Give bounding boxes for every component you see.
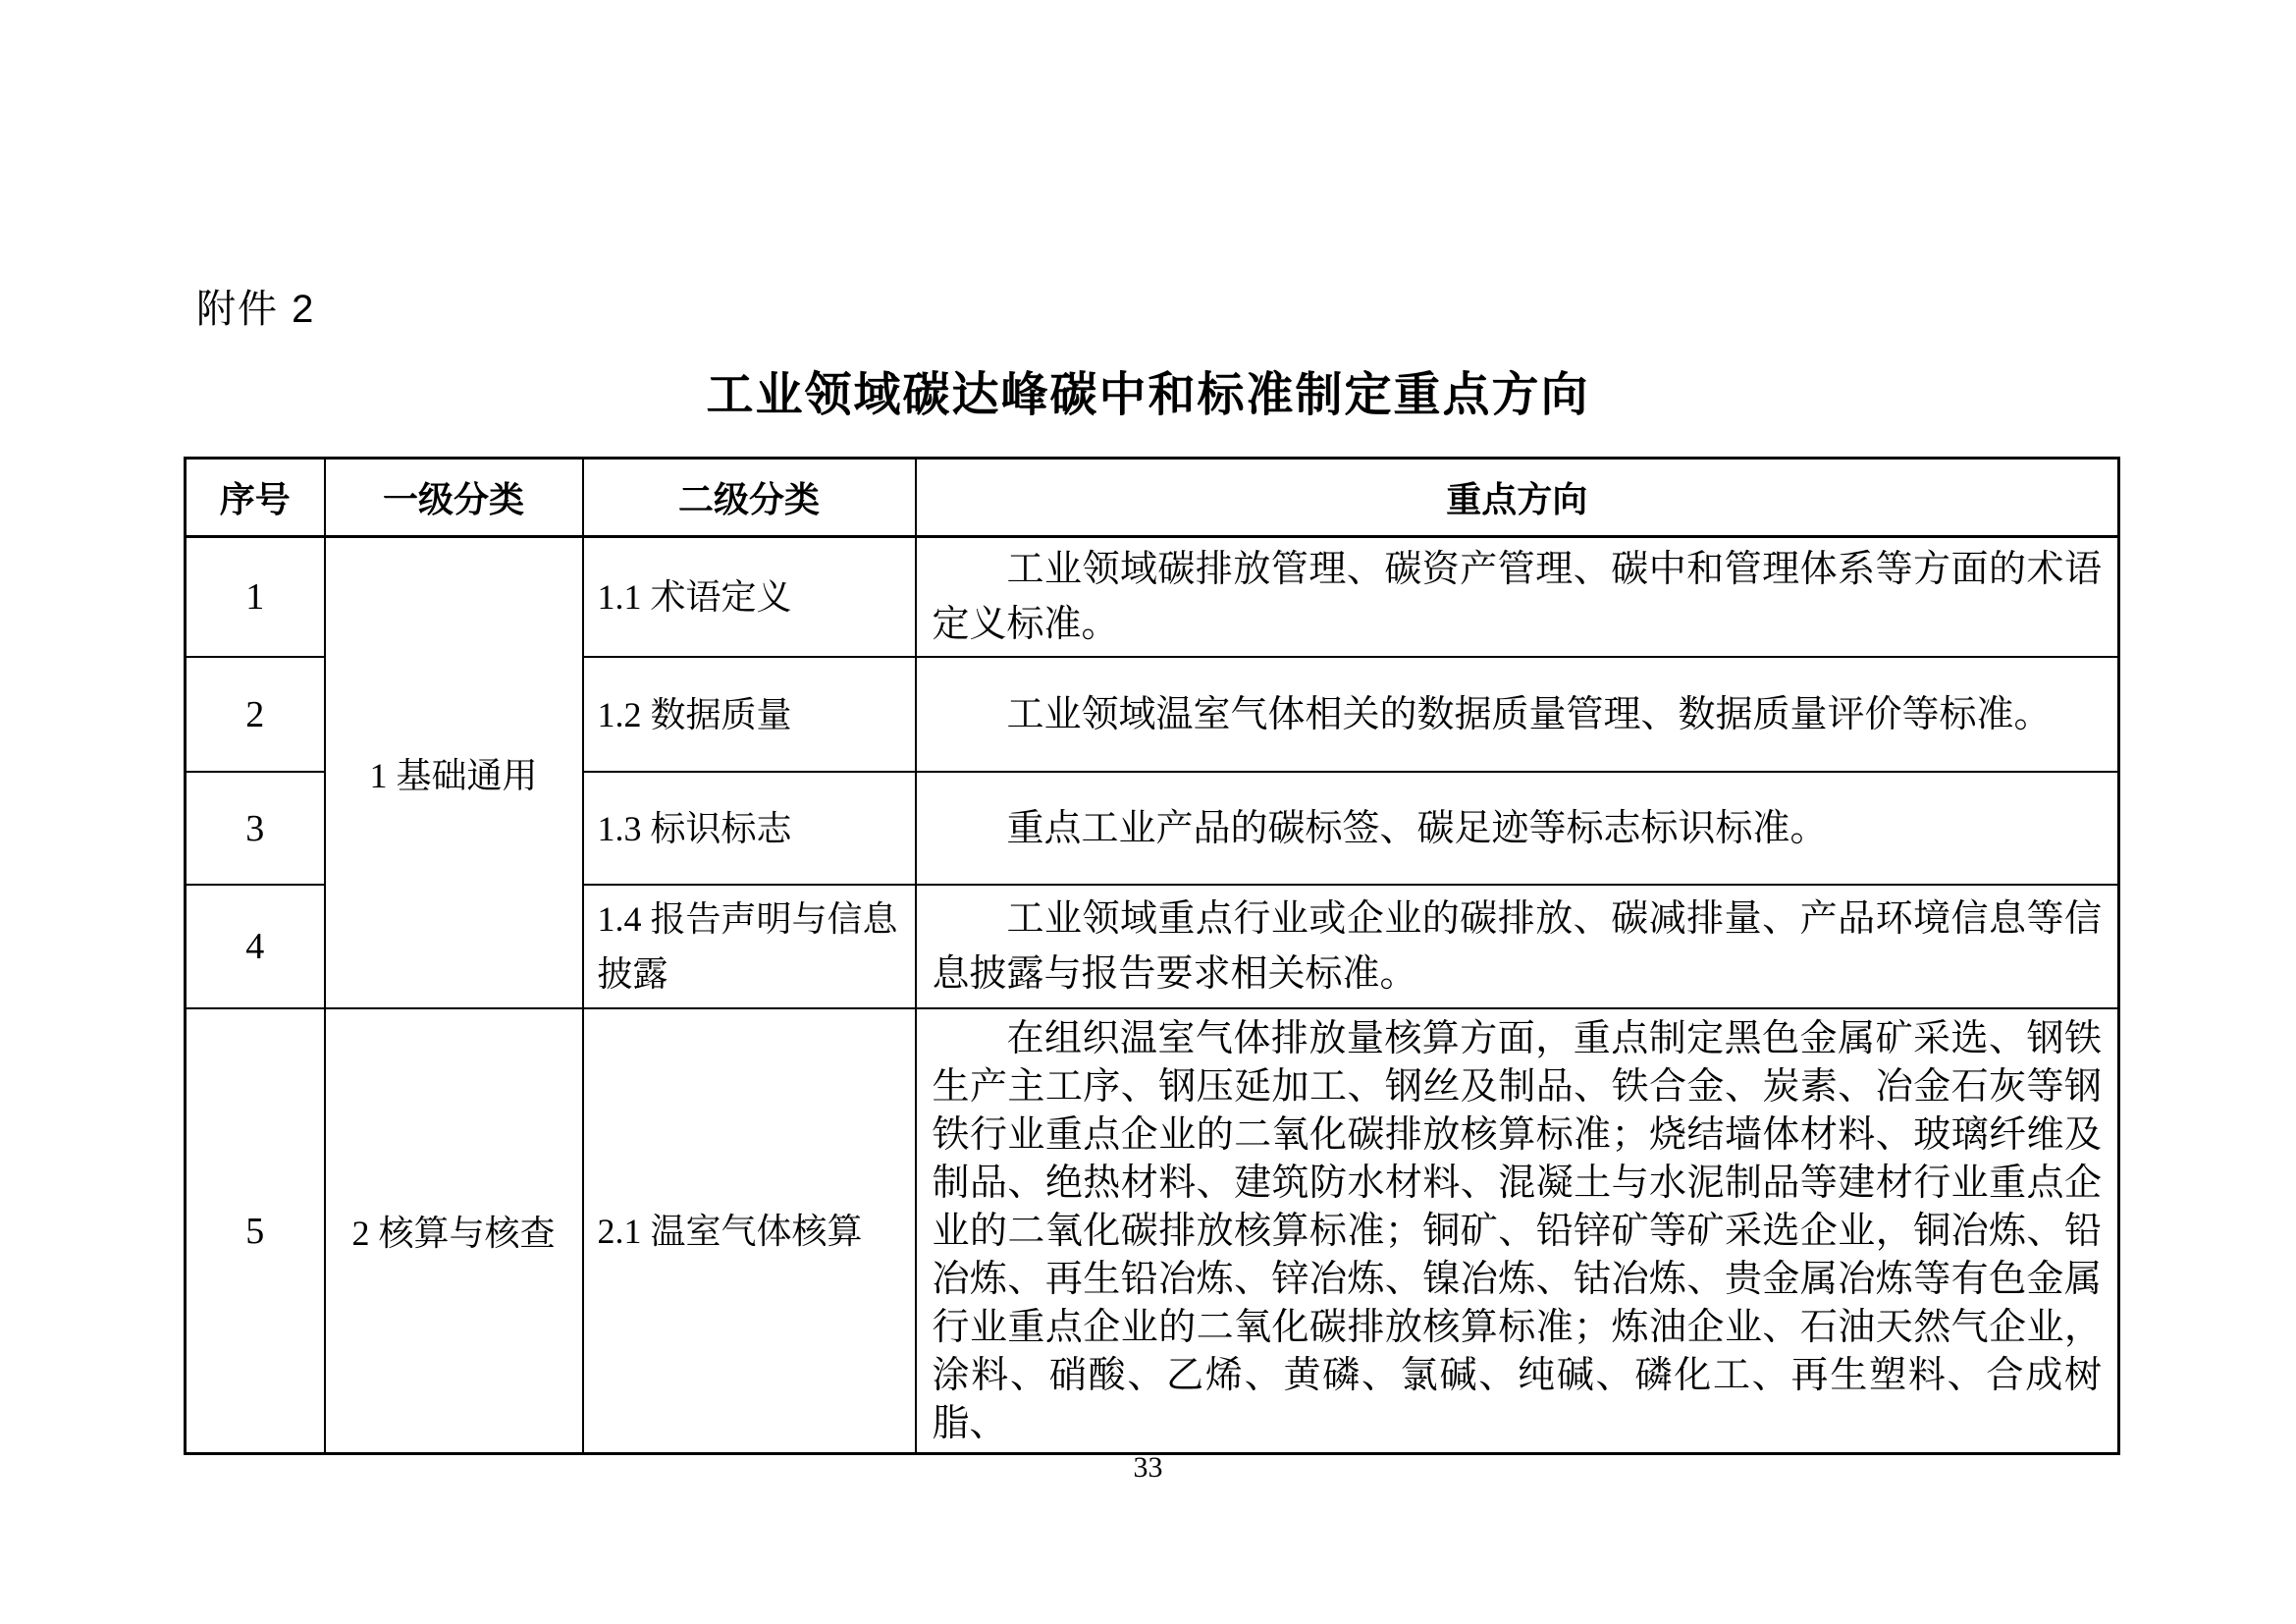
level2-category-cell: 1.3 标识标志 xyxy=(583,772,916,885)
key-direction-cell xyxy=(916,537,2119,658)
level2-category-cell: 2.1 温室气体核算 xyxy=(583,1008,916,1454)
key-direction-text: 工业领域碳排放管理、碳资产管理、碳中和管理体系等方面的术语定义标准。 xyxy=(932,549,2102,645)
key-direction-cell xyxy=(916,1008,2119,1454)
table-row xyxy=(186,1008,2119,1454)
attachment-label: 附件 2 xyxy=(196,288,316,331)
table-header-row xyxy=(186,459,2119,537)
standards-table xyxy=(184,457,2120,1455)
row-number-cell: 4 xyxy=(186,885,325,1008)
row-number-cell: 1 xyxy=(186,537,325,658)
key-direction-cell xyxy=(916,772,2119,885)
page-number: 33 xyxy=(1133,1451,1163,1484)
key-direction-cell xyxy=(916,885,2119,1008)
level2-category-cell: 1.2 数据质量 xyxy=(583,657,916,772)
column-header-level2: 二级分类 xyxy=(583,459,916,537)
document-title: 工业领域碳达峰碳中和标准制定重点方向 xyxy=(706,369,1590,421)
level1-category-cell: 2 核算与核查 xyxy=(325,1008,583,1454)
key-direction-text: 工业领域重点行业或企业的碳排放、碳减排量、产品环境信息等信息披露与报告要求相关标准。 xyxy=(932,898,2102,995)
column-header-no: 序号 xyxy=(186,459,325,537)
column-header-level1: 一级分类 xyxy=(325,459,583,537)
level2-category-cell: 1.1 术语定义 xyxy=(583,537,916,658)
key-direction-text: 重点工业产品的碳标签、碳足迹等标志标识标准。 xyxy=(1006,807,1828,849)
column-header-direction: 重点方向 xyxy=(916,459,2119,537)
key-direction-cell xyxy=(916,657,2119,772)
level1-category-cell: 1 基础通用 xyxy=(325,537,583,1009)
key-direction-text: 在组织温室气体排放量核算方面，重点制定黑色金属矿采选、钢铁生产主工序、钢压延加工、钢丝及制品、铁合金、炭素、冶金石灰等钢铁行业重点企业的二氧化碳排放核算标准；烧结墙体材料、玻璃纤维及制品、绝热材料、建筑防水材料、混凝土与水泥制品等建材行业重点企业的二氧化碳排放核算标准；铜矿、铅锌矿等矿采选企业，铜冶炼、铅冶炼、再生铅冶炼、锌冶炼、镍冶炼、钴冶炼、贵金属冶炼等有色金属行业重点企业的二氧化碳排放核算标准；炼油企业、石油天然气企业，涂料、硝酸、乙烯、黄磷、氯碱、纯碱、磷化工、再生塑料、合成树脂、 xyxy=(932,1018,2102,1444)
level2-category-cell: 1.4 报告声明与信息披露 xyxy=(583,885,916,1008)
row-number-cell: 2 xyxy=(186,657,325,772)
row-number-cell: 5 xyxy=(186,1008,325,1454)
row-number-cell: 3 xyxy=(186,772,325,885)
key-direction-text: 工业领域温室气体相关的数据质量管理、数据质量评价等标准。 xyxy=(1006,693,2052,735)
table-row xyxy=(186,537,2119,658)
